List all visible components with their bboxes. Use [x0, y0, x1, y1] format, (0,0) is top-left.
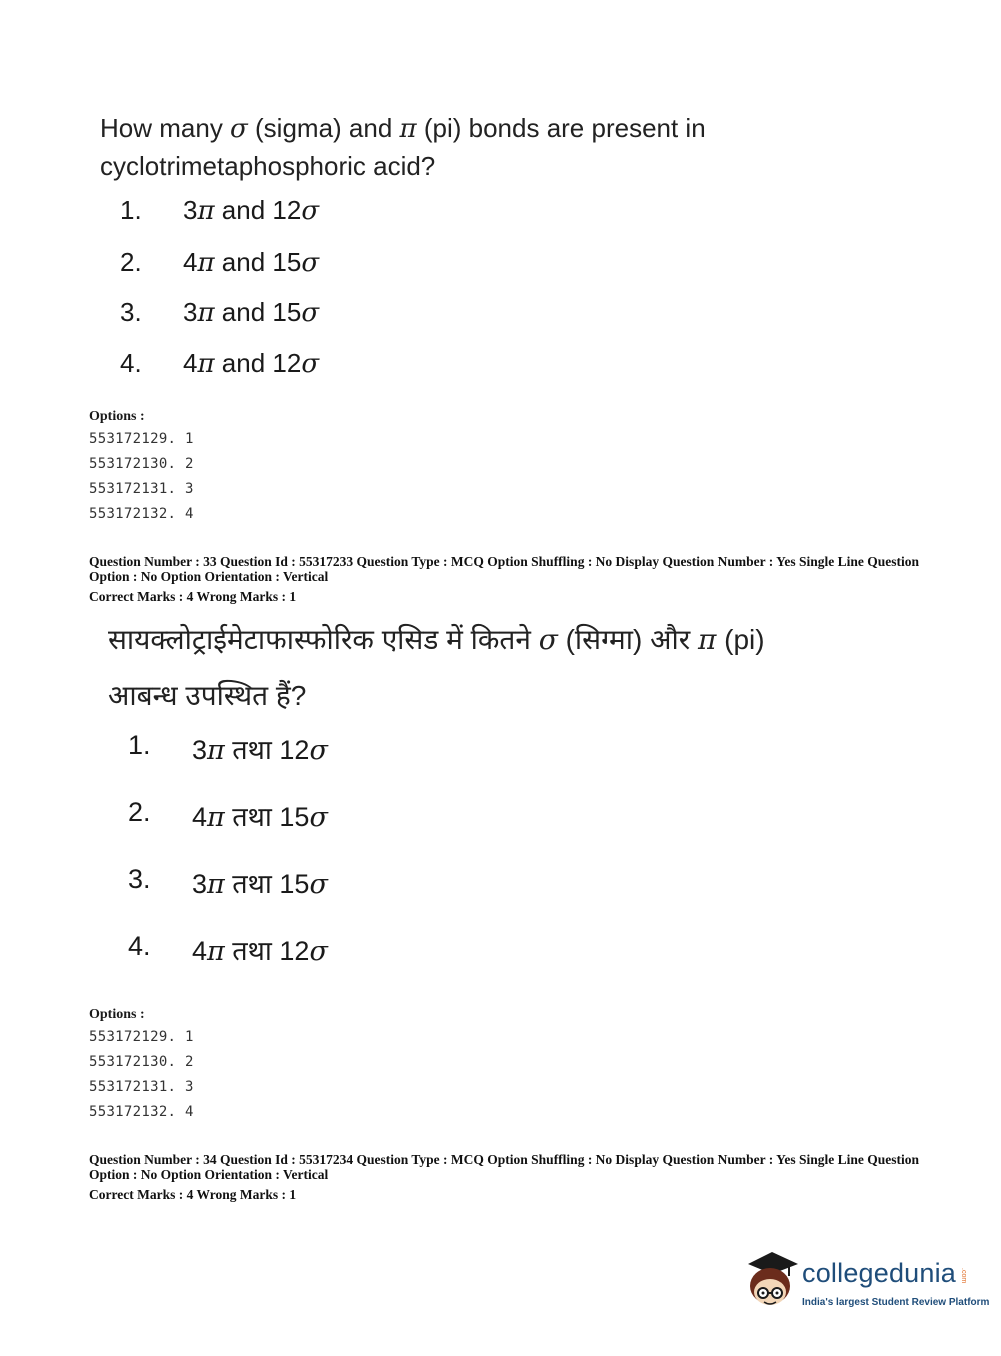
option-number: 1. — [128, 730, 151, 760]
option-text: 3π तथा 15σ — [192, 869, 328, 900]
question-line: सायक्लोट्राईमेटाफास्फोरिक एसिड में कितने σ (सिग्मा) और π (pi) — [108, 623, 765, 656]
option-text: 3π and 15σ — [183, 297, 320, 328]
question-metadata-line: Question Number : 34 Question Id : 55317234 Question Type : MCQ Option Shuffling : No Display Question Number : Yes Single Line Question Option : No Option Orientation : Vertical — [89, 1152, 919, 1182]
option-text: 4π and 12σ — [183, 348, 320, 379]
option-code: 553172131. 3 — [89, 1079, 194, 1095]
question-metadata-line: Question Number : 33 Question Id : 55317233 Question Type : MCQ Option Shuffling : No Display Question Number : Yes Single Line Question Option : No Option Orientation : Vertical — [89, 554, 919, 584]
logo-tagline: India's largest Student Review Platform — [802, 1297, 990, 1308]
question-line: आबन्ध उपस्थित हैं? — [108, 680, 307, 711]
option-number: 4. — [120, 348, 142, 378]
question-text-hindi — [108, 612, 868, 724]
option-code: 553172129. 1 — [89, 431, 194, 447]
option-number: 2. — [128, 797, 151, 827]
option-text: 3π तथा 12σ — [192, 735, 328, 766]
collegedunia-logo — [742, 1250, 990, 1320]
options-label: Options : — [89, 1007, 145, 1022]
option-code: 553172129. 1 — [89, 1029, 194, 1045]
option-number: 3. — [128, 864, 151, 894]
option-code: 553172130. 2 — [89, 1054, 194, 1070]
options-codes-block — [89, 1005, 194, 1125]
options-codes-block — [89, 407, 194, 527]
marks-line: Correct Marks : 4 Wrong Marks : 1 — [89, 589, 297, 604]
option-number: 1. — [120, 195, 142, 225]
option-text: 4π तथा 12σ — [192, 936, 328, 967]
option-code: 553172130. 2 — [89, 456, 194, 472]
option-code: 553172131. 3 — [89, 481, 194, 497]
option-number: 2. — [120, 247, 142, 277]
option-code: 553172132. 4 — [89, 506, 194, 522]
question-metadata — [89, 1152, 919, 1202]
option-number: 3. — [120, 297, 142, 327]
option-text: 4π तथा 15σ — [192, 802, 328, 833]
option-text: 3π and 12σ — [183, 195, 320, 226]
logo-domain-suffix: .com — [960, 1268, 967, 1284]
mascot-icon — [742, 1250, 802, 1312]
options-label: Options : — [89, 409, 145, 424]
question-text-english: How many σ (sigma) and π (pi) bonds are present in cyclotrimetaphosphoric acid? — [100, 113, 706, 181]
question-metadata — [89, 554, 919, 604]
option-text: 4π and 15σ — [183, 247, 320, 278]
option-code: 553172132. 4 — [89, 1104, 194, 1120]
logo-wordmark: collegedunia — [802, 1258, 957, 1288]
option-number: 4. — [128, 931, 151, 961]
marks-line: Correct Marks : 4 Wrong Marks : 1 — [89, 1187, 297, 1202]
